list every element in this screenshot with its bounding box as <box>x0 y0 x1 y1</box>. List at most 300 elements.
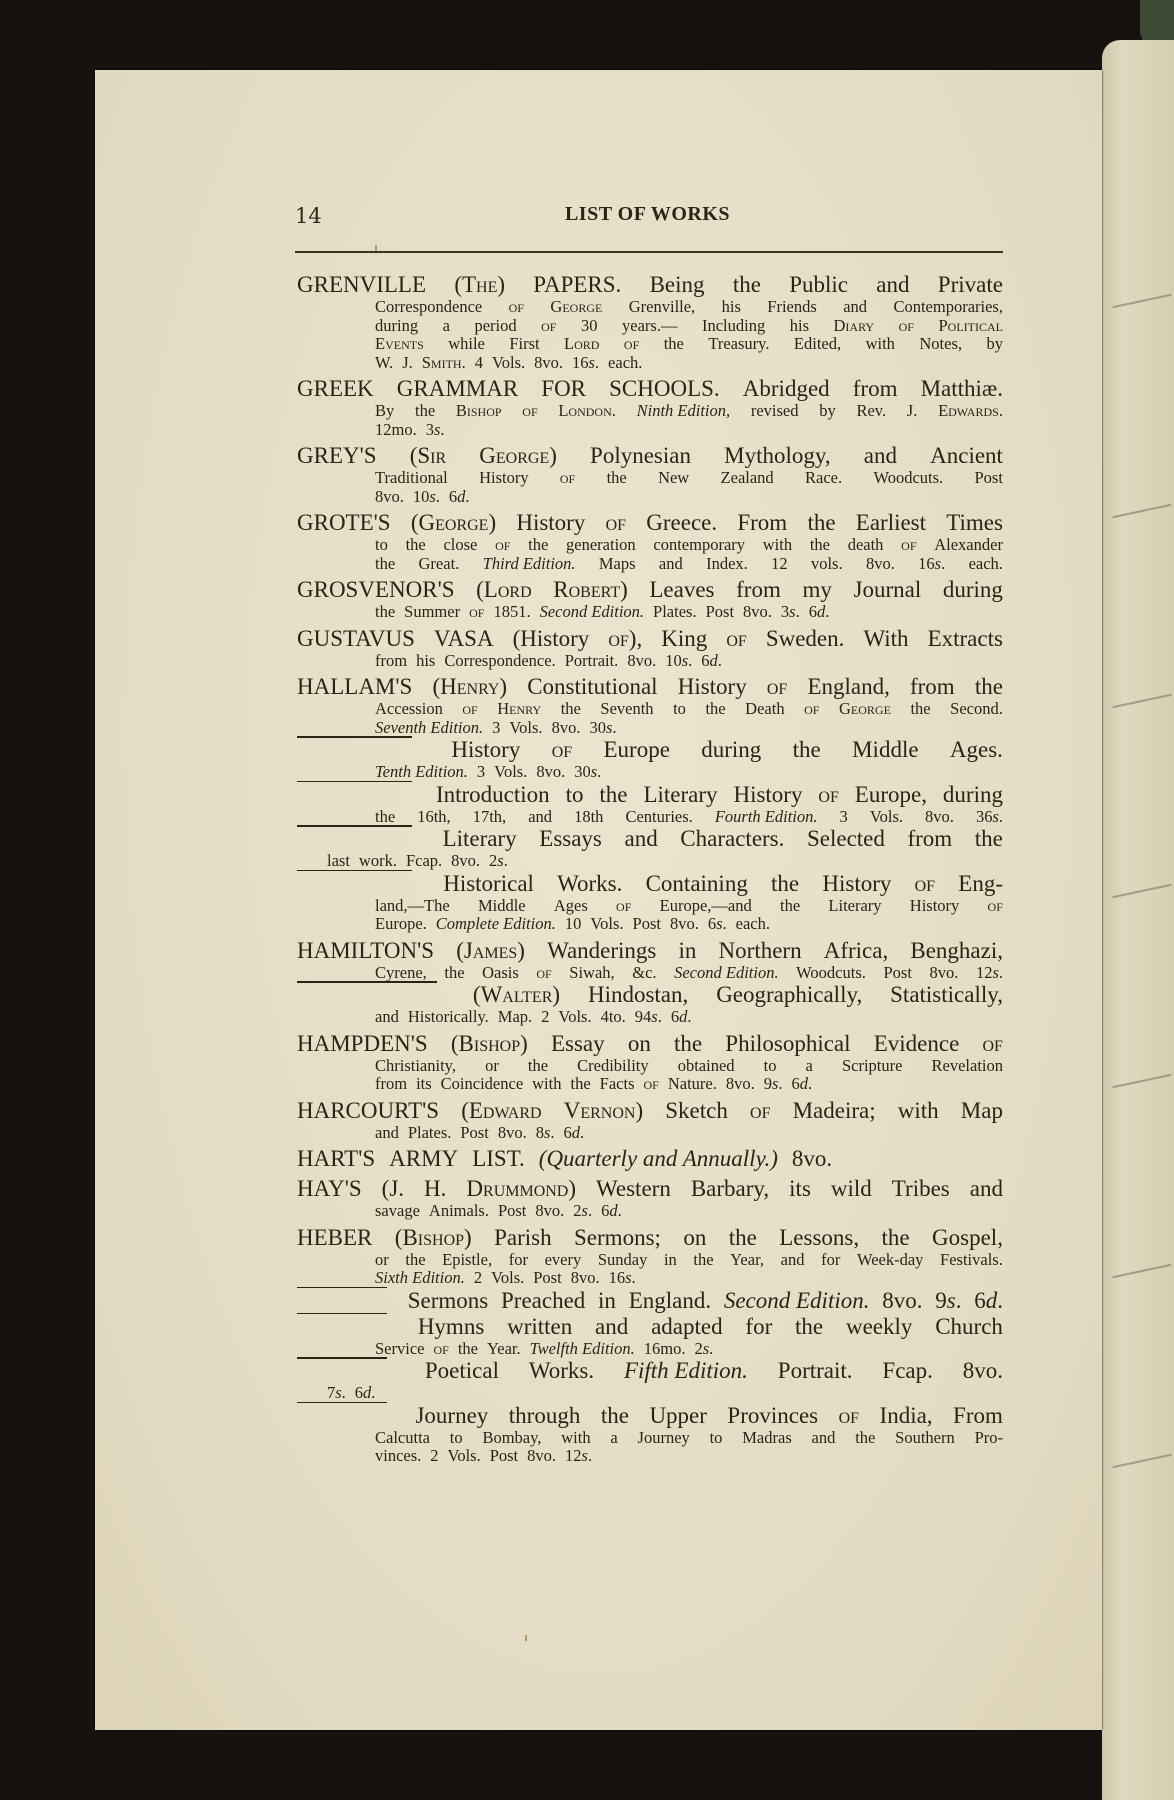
entry-spacer <box>297 1466 1003 1470</box>
word: 12mo. <box>375 419 417 439</box>
word: Treasury. <box>708 334 770 353</box>
word: 6d. <box>974 1287 1003 1313</box>
word: 12s. <box>565 1446 593 1465</box>
word: 8vo. <box>929 962 959 982</box>
word: Events <box>375 334 424 353</box>
word: 10 <box>564 914 582 933</box>
word: Post <box>883 962 912 982</box>
word: Vols. <box>869 806 903 826</box>
word: 8vo. <box>551 717 581 737</box>
work-entry-hay <box>297 1176 1003 1225</box>
word: 10s. <box>665 650 693 670</box>
word: Parish <box>494 1224 552 1250</box>
word: period <box>474 315 517 335</box>
word: of <box>616 895 632 915</box>
word: 8vo. <box>627 650 657 670</box>
word: Grenville, <box>628 297 696 316</box>
word: the <box>771 870 800 896</box>
word: from <box>909 674 955 699</box>
word: of <box>536 962 552 982</box>
header-rule <box>295 251 1003 253</box>
word: (Bishop) <box>450 1030 528 1056</box>
word: to <box>709 1427 723 1447</box>
word: Sweden. <box>765 625 845 651</box>
word: 6d. <box>808 602 830 621</box>
word: generation <box>566 535 636 554</box>
word: of <box>818 781 839 807</box>
word: Festivals. <box>940 1249 1003 1269</box>
word: Europe. <box>375 914 427 933</box>
word: Earliest <box>855 510 927 535</box>
word: Nature. <box>667 1074 717 1093</box>
ditto-title-line <box>297 826 1003 852</box>
word: History <box>479 468 529 487</box>
word: from <box>907 826 953 851</box>
word: and <box>658 553 683 573</box>
word: Geographically, <box>716 982 863 1007</box>
word: Vols. <box>491 352 526 372</box>
word: Southern <box>895 1427 955 1447</box>
word: Great. <box>418 553 460 573</box>
word: Complete Edition. <box>435 914 556 933</box>
word: to <box>449 1427 463 1447</box>
description-line <box>375 700 1003 719</box>
word: History <box>451 737 521 762</box>
word: weekly <box>845 1313 913 1339</box>
word: 12 <box>771 553 788 573</box>
word: HAMPDEN'S <box>297 1030 428 1056</box>
word: History <box>909 895 960 915</box>
word: the <box>693 1249 714 1269</box>
work-entry-hampden <box>297 1031 1003 1098</box>
word: J. <box>402 352 413 372</box>
word: Facts <box>599 1074 635 1093</box>
word: Journal <box>853 577 922 602</box>
word: and <box>863 443 897 468</box>
word: Europe,—and <box>659 895 752 915</box>
word: of <box>462 699 478 718</box>
word: 6d. <box>701 650 722 670</box>
word: HEBER <box>297 1224 373 1250</box>
word: and <box>811 1427 836 1447</box>
word: Fcap. <box>882 1358 933 1383</box>
word: Death <box>745 699 785 718</box>
description-line <box>375 335 1003 354</box>
word: 18th <box>574 806 604 826</box>
word: during <box>942 577 1003 602</box>
word: to <box>673 699 686 718</box>
word: the <box>570 1074 591 1093</box>
word: the <box>855 1427 876 1447</box>
word: the <box>599 781 628 807</box>
word: Historically. <box>407 1007 489 1026</box>
word: HART'S <box>297 1146 376 1171</box>
word: of <box>643 1074 659 1093</box>
word: Northern <box>718 937 802 963</box>
work-entry-grosvenor <box>297 577 1003 626</box>
word: Map <box>960 1097 1003 1123</box>
word: in <box>598 1287 616 1313</box>
word: with <box>897 1097 939 1123</box>
description-line <box>375 1269 1003 1288</box>
description-line <box>375 317 1003 336</box>
word: Robert) <box>553 577 628 602</box>
word: of <box>508 297 524 316</box>
word: George) <box>479 443 557 468</box>
word: to <box>763 1055 777 1075</box>
word: of <box>495 535 511 554</box>
word: 30s. <box>589 717 617 737</box>
word: 16mo. <box>643 1338 686 1358</box>
word: Tribes <box>891 1176 950 1201</box>
word: Bombay, <box>482 1427 542 1447</box>
description-line <box>375 1008 1003 1027</box>
description-line <box>375 1429 1003 1448</box>
word: a <box>442 315 450 335</box>
word: and <box>780 1249 805 1269</box>
word: Ancient <box>930 443 1003 468</box>
word: 9s. <box>935 1287 962 1313</box>
word: the <box>414 401 436 420</box>
word: (Quarterly and Annually.) <box>538 1146 778 1171</box>
word: through <box>508 1402 581 1428</box>
ditto-title-line <box>297 1403 1003 1429</box>
word: his <box>789 315 809 335</box>
word: 6d. <box>601 1201 622 1220</box>
word: By <box>375 401 395 420</box>
word: Africa, <box>823 937 889 963</box>
word: Race. <box>805 468 843 487</box>
title-line <box>297 674 1003 700</box>
word: Edwards. <box>938 401 1003 420</box>
word: 9s. <box>763 1074 783 1093</box>
word: Introduction <box>435 781 550 807</box>
word: GREY'S <box>297 443 377 468</box>
word: Lord <box>564 334 600 353</box>
word: Oasis <box>482 962 519 982</box>
word: Ages <box>553 895 588 915</box>
word: each. <box>735 914 770 933</box>
word: 2 <box>430 1446 439 1465</box>
word: Selected <box>806 826 885 851</box>
word: the <box>674 1030 703 1056</box>
word: the <box>606 468 627 487</box>
word: Wanderings <box>547 937 657 963</box>
word: the <box>881 1224 910 1250</box>
title-line <box>297 1031 1003 1057</box>
word: 8vo. <box>570 1268 600 1287</box>
word: during <box>375 315 419 335</box>
title-line <box>297 443 1003 469</box>
word: 2s. <box>573 1201 593 1220</box>
title-line <box>297 577 1003 603</box>
word: Upper <box>649 1402 707 1428</box>
description-line <box>375 808 1003 827</box>
ditto-title-line <box>297 871 1003 897</box>
word: the <box>375 602 396 621</box>
word: revised <box>750 401 799 420</box>
word: Sermons <box>407 1287 489 1313</box>
word: 8vo. <box>535 1201 565 1220</box>
word: Being <box>649 272 705 297</box>
word: its <box>416 1074 432 1093</box>
word: with <box>865 334 895 353</box>
word: of <box>559 468 576 487</box>
ditto-dash <box>297 870 412 872</box>
word: the <box>705 699 726 718</box>
word: SCHOOLS. <box>609 376 720 401</box>
word: Christianity, <box>375 1055 456 1075</box>
word: 94s. <box>634 1007 662 1026</box>
word: Europe <box>603 737 670 762</box>
word: Cyrene, <box>375 962 427 982</box>
word: on <box>627 1030 651 1056</box>
word: GUSTAVUS <box>297 625 415 651</box>
word: to <box>375 535 388 554</box>
word: each. <box>608 352 643 372</box>
work-entry-grey <box>297 443 1003 510</box>
description-line <box>375 469 1003 488</box>
word: Accession <box>375 699 443 718</box>
word: Coincidence <box>440 1074 524 1093</box>
word: Eng- <box>958 870 1003 896</box>
word: J. <box>906 401 918 420</box>
word: (J. <box>381 1176 405 1201</box>
description-line <box>375 1124 1003 1143</box>
word: Times <box>946 510 1003 535</box>
word: 6d. <box>563 1122 585 1142</box>
word: 8vo. <box>536 762 566 781</box>
word: the <box>779 895 801 915</box>
word: 2s. <box>694 1338 714 1358</box>
description-line <box>375 536 1003 555</box>
word: Twelfth Edition. <box>529 1338 635 1358</box>
description-line <box>375 719 1003 738</box>
word: 3 <box>492 717 501 737</box>
word: India, <box>879 1402 933 1428</box>
word: 2 <box>473 1268 483 1287</box>
word: from <box>852 376 898 401</box>
word: a <box>610 1427 618 1447</box>
word: Works. <box>557 870 623 896</box>
word: King <box>661 625 708 651</box>
word: the <box>792 737 821 762</box>
word: (Walter) <box>472 982 561 1007</box>
word: Barbary, <box>690 1176 770 1201</box>
word: of <box>901 535 917 554</box>
word: (Edward <box>461 1097 542 1123</box>
word: Characters. <box>680 826 785 851</box>
word: Tenth Edition. <box>375 762 468 781</box>
word: Vols. <box>447 1446 481 1465</box>
word: W. <box>375 352 394 372</box>
word: Sixth Edition. <box>375 1268 465 1287</box>
word: 30s. <box>574 762 602 781</box>
word: Church <box>935 1313 1003 1339</box>
word: HALLAM'S <box>297 674 413 699</box>
description-line <box>375 763 1003 782</box>
word: Extracts <box>927 625 1003 651</box>
word: the <box>807 510 836 535</box>
word: the <box>444 962 465 982</box>
word: a <box>805 1055 813 1075</box>
word: of <box>898 315 914 335</box>
word: GRENVILLE <box>297 272 427 297</box>
word: 3 <box>839 806 848 826</box>
word: Index. <box>706 553 748 573</box>
word: 17th, <box>472 806 507 826</box>
word: Woodcuts. <box>873 468 944 487</box>
word: George <box>550 297 603 316</box>
word: Second Edition. <box>539 602 645 621</box>
word: the <box>663 334 684 353</box>
word: Pro- <box>974 1427 1003 1447</box>
title-line <box>297 938 1003 964</box>
word: of <box>522 401 538 420</box>
word: (George) <box>410 510 497 535</box>
description-line <box>375 1057 1003 1076</box>
word: Literary <box>828 895 882 915</box>
word: from <box>736 577 781 602</box>
word: Correspondence. <box>444 650 556 670</box>
word: of <box>551 737 573 762</box>
word: the <box>405 1249 426 1269</box>
word: 7s. <box>327 1383 346 1402</box>
ditto-title-line <box>297 1288 1003 1314</box>
word: Alexander <box>934 535 1003 554</box>
description-line <box>375 298 1003 317</box>
description-line <box>375 1075 1003 1094</box>
word: or <box>375 1249 389 1269</box>
word: Provinces <box>727 1402 819 1428</box>
word: Preached <box>501 1287 586 1313</box>
word: Map. <box>497 1007 533 1026</box>
word: Seventh Edition. <box>375 717 484 737</box>
word: 8vo. <box>451 851 481 870</box>
word: Journey <box>637 1427 690 1447</box>
word: for <box>745 1313 773 1339</box>
word: 8vo. <box>534 352 563 372</box>
word: 6d. <box>791 1074 813 1093</box>
word: the <box>974 826 1003 851</box>
word: Essay <box>550 1030 605 1056</box>
description-line <box>375 964 1003 983</box>
word: land,—The <box>375 895 450 915</box>
word: with <box>561 1427 591 1447</box>
word: From <box>953 1402 1003 1428</box>
word: England, <box>807 674 890 699</box>
word: 8vo. <box>375 486 404 506</box>
work-entry-greek-grammar <box>297 376 1003 443</box>
word: LIST. <box>472 1146 525 1171</box>
word: GREEK <box>297 376 374 401</box>
description-line <box>375 488 1003 507</box>
word: Philosophical <box>725 1030 851 1056</box>
word: the <box>375 806 396 826</box>
word: Week-day <box>856 1249 924 1269</box>
word: the <box>560 699 581 718</box>
word: 8vo. <box>882 1287 923 1313</box>
word: H. <box>424 1176 447 1201</box>
word: Including <box>701 315 766 335</box>
word: George <box>838 699 891 718</box>
word: Sermons; <box>574 1224 661 1250</box>
description-line <box>375 603 1003 622</box>
word: Seventh <box>600 699 654 718</box>
word: Europe, <box>854 781 927 807</box>
word: (Lord <box>476 577 532 602</box>
word: in <box>678 937 697 963</box>
title-line <box>297 272 1003 298</box>
word: the <box>910 699 931 718</box>
description-line <box>375 354 1003 373</box>
word: Summer <box>404 602 461 621</box>
word: to <box>565 781 584 807</box>
word: in <box>663 1249 677 1269</box>
word: close <box>443 535 478 554</box>
word: the <box>728 1224 757 1250</box>
word: Correspondence <box>375 297 483 316</box>
description-line <box>375 1340 1003 1359</box>
title-line <box>297 510 1003 536</box>
word: of <box>914 870 936 896</box>
word: Hindostan, <box>587 982 689 1007</box>
word: 4 <box>474 352 483 372</box>
word: the <box>732 272 761 297</box>
word: during <box>701 737 762 762</box>
word: the <box>375 553 396 573</box>
ditto-title-line <box>297 982 1003 1008</box>
word: 8vo. <box>925 806 954 826</box>
work-entry-grenville <box>297 272 1003 376</box>
word: Post <box>460 1122 489 1142</box>
word: Portrait. <box>564 650 619 670</box>
word: vinces. <box>375 1446 422 1465</box>
word: the <box>405 535 426 554</box>
word: Year, <box>730 1249 765 1269</box>
word: and <box>528 806 553 826</box>
word: Greece. <box>646 510 718 535</box>
word: Friends <box>767 297 817 316</box>
word: death <box>847 535 884 554</box>
word: of <box>726 625 747 651</box>
word: and <box>969 1176 1003 1201</box>
word: First <box>509 334 540 353</box>
word: of <box>541 315 557 335</box>
page-number: 14 <box>295 204 322 228</box>
word: 6d. <box>448 486 470 506</box>
word: Statistically, <box>890 982 1003 1007</box>
ditto-dash <box>297 736 412 738</box>
description-line <box>327 1384 1003 1403</box>
word: Post <box>497 1201 527 1220</box>
works-list <box>297 272 1003 1470</box>
ditto-title-line <box>297 1314 1003 1340</box>
word: (Sir <box>409 443 447 468</box>
word: Fourth Edition. <box>714 806 818 826</box>
ditto-dash <box>297 1313 387 1315</box>
word: Middle <box>852 737 919 762</box>
word: my <box>802 577 832 602</box>
word: 4to. <box>600 1007 626 1026</box>
word: written <box>507 1313 573 1339</box>
word: VASA <box>433 625 494 651</box>
word: Service <box>375 1338 425 1358</box>
title-line <box>297 1098 1003 1124</box>
word: Second. <box>950 699 1003 718</box>
word: HARCOURT'S <box>297 1097 440 1123</box>
word: Polynesian <box>590 443 691 468</box>
